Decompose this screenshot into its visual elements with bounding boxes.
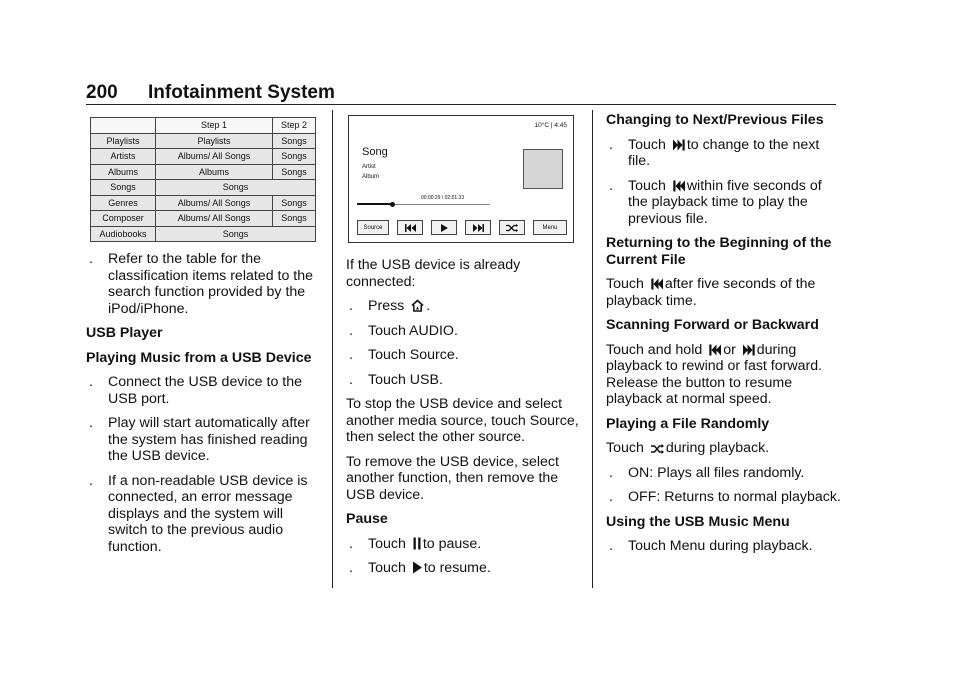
list-item: . If a non-readable USB device is connected, an error message displays and the system will switch to the previous audio function. [89,472,308,555]
previous-track-icon [673,180,685,192]
table-cell: Songs [273,211,316,227]
next-button[interactable] [465,220,491,235]
table-header-cell: Step 1 [156,118,273,134]
table-cell: Albums/ All Songs [156,211,273,227]
song-title: Song [362,146,388,158]
list-item: . Touch to pause. [349,535,482,552]
column-2 [346,257,586,585]
usb-player-screen [348,115,574,243]
section-heading: Playing a File Randomly [606,415,770,432]
table-cell: Songs [156,180,316,196]
list-item: . Touch to change to the next file. [609,136,820,169]
paragraph: If the USB device is already connected: [346,257,521,290]
temperature-time-readout: 10°C | 4:45 [534,122,567,129]
table-cell: Playlists [156,133,273,149]
paragraph: To stop the USB device and select another media source, touch Source, then select the other source. [346,396,579,445]
column-3 [606,112,842,563]
table-cell: Albums/ All Songs [156,195,273,211]
table-cell: Audiobooks [91,226,156,242]
table-header-cell: Step 2 [273,118,316,134]
list-item: . Touch AUDIO. [349,322,458,339]
album-art [523,149,563,189]
table-cell: Albums [156,164,273,180]
list-item: . Press . [349,298,431,314]
list-item: . Touch Source. [349,347,459,363]
previous-track-icon [651,278,663,290]
list-item: . Touch USB. [349,371,443,388]
next-icon [473,224,484,232]
previous-track-icon [709,344,721,356]
shuffle-icon [651,444,664,454]
list-item: . Connect the USB device to the USB port. [89,374,303,407]
list-item: . Refer to the table for the classification items related to the search function provided by the iPod/iPhone. [89,251,314,317]
source-button[interactable]: Source [357,220,389,235]
progress-knob[interactable] [390,202,395,207]
next-track-icon [743,344,755,356]
page-number: 200 [86,82,118,103]
playback-time: 00:00:29 / 02:01:33 [421,195,465,201]
section-heading: Pause [346,511,388,527]
section-heading: Scanning Forward or Backward [606,317,819,333]
list-item: . ON: Plays all files randomly. [609,464,805,481]
list-item: . Touch within five seconds of the playback time to play the previous file. [609,177,822,227]
list-item: . OFF: Returns to normal playback. [609,489,841,505]
shuffle-icon [506,224,518,232]
play-icon [413,561,422,574]
menu-button[interactable]: Menu [533,220,567,235]
shuffle-button[interactable] [499,220,525,235]
progress-track [357,204,490,205]
section-heading: Changing to Next/Previous Files [606,112,824,128]
table-cell: Composer [91,211,156,227]
section-heading: USB Player [86,325,163,341]
artist-name: Artist [362,164,376,170]
play-button[interactable] [431,220,457,235]
list-item: . Touch to resume. [349,560,491,576]
header-rule [86,104,836,105]
table-row [91,195,316,211]
table-header-row [91,118,316,134]
page-title: Infotainment System [148,82,335,103]
table-row [91,211,316,227]
table-cell: Albums [91,164,156,180]
previous-icon [405,224,416,232]
table-row [91,149,316,165]
table-row [91,164,316,180]
paragraph: Touch during playback. [606,440,770,456]
table-row [91,180,316,196]
pause-icon [413,537,421,550]
paragraph: To remove the USB device, select another function, then remove the USB device. [346,453,559,503]
paragraph: Touch after five seconds of the playback time. [606,276,816,309]
table-cell: Songs [273,164,316,180]
home-icon [411,299,424,312]
section-heading: Using the USB Music Menu [606,513,790,530]
table-cell: Songs [273,133,316,149]
control-bar [357,220,567,235]
classification-table [90,117,316,242]
table-cell: Artists [91,149,156,165]
table-cell: Genres [91,195,156,211]
table-cell: Playlists [91,133,156,149]
section-heading: Playing Music from a USB Device [86,349,312,366]
list-item: . Touch Menu during playback. [609,538,813,554]
column-divider-1 [332,110,333,588]
table-cell: Songs [91,180,156,196]
table-cell: Songs [273,195,316,211]
play-icon [441,224,448,232]
album-name: Album [362,174,380,180]
paragraph: Touch and hold or during playback to rewind or fast forward. Release the button to resume playback at normal speed. [606,341,823,407]
page-header [86,82,335,104]
table-row [91,226,316,242]
table-cell: Albums/ All Songs [156,149,273,165]
previous-button[interactable] [397,220,423,235]
section-heading: Returning to the Beginning of the Current File [606,235,832,268]
table-row [91,133,316,149]
next-track-icon [673,139,685,151]
table-cell: Songs [156,226,316,242]
column-divider-2 [592,110,593,588]
list-item: . Play will start automatically after the system has finished reading the USB device. [89,415,310,464]
table-cell: Songs [273,149,316,165]
progress-fill [357,203,393,205]
column-1 [86,251,322,563]
table-header-cell [91,118,156,134]
